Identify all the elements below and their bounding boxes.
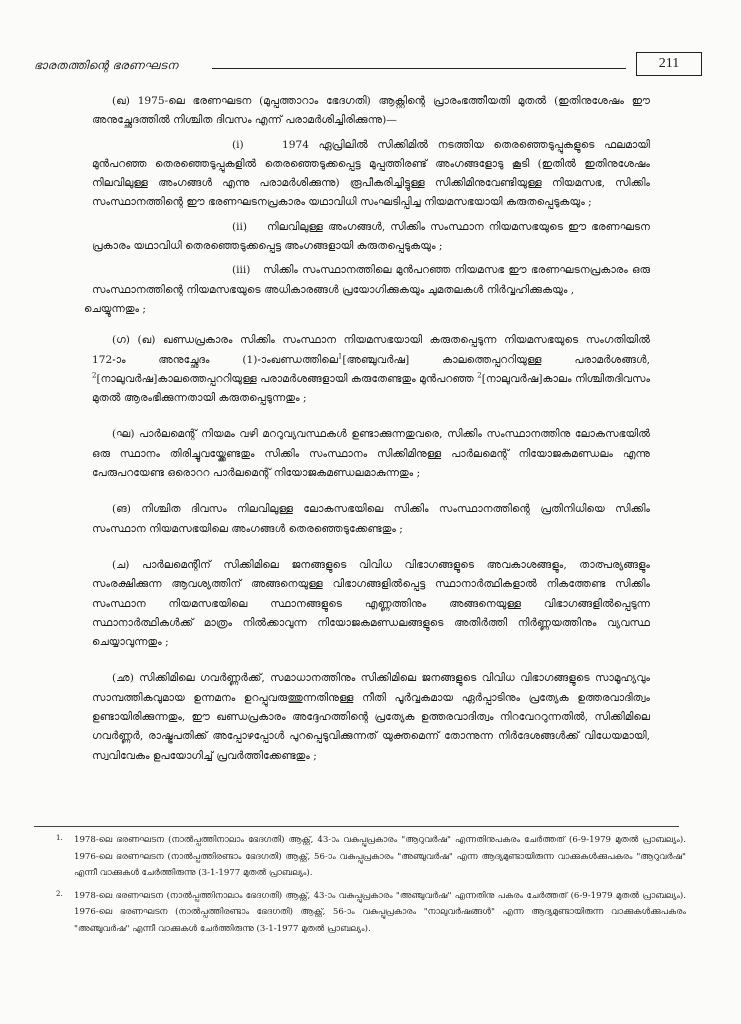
page-number: 211	[636, 52, 702, 76]
footnote	[56, 888, 686, 938]
clause-ga	[92, 331, 650, 408]
clause-kha: (ഖ) 1975-ലെ ഭരണഘടന (മുപ്പത്താറാം ഭേദഗതി) ആക്റ്റിന്റെ പ്രാരംഭത്തീയതി മുതൽ (ഇതിനുശേഷം ഈ അനുച്ഛേദത്തിൽ നിശ്ചിത ദിവസം എന്ന് പരാമർശിച്ചിരിക്കുന്നു)—	[92, 95, 650, 127]
footnote-ref-2: 2	[92, 371, 97, 380]
clause-cha: (ച) പാർലമെന്റിന് സിക്കിമിലെ ജനങ്ങളുടെ വിവിധ വിഭാഗങ്ങളുടെ അവകാശങ്ങളും, താത്പര്യങ്ങളും സംരക്ഷിക്കുന്ന ആവശ്യത്തിന് അങ്ങനെയുള്ള വിഭാഗങ്ങളിൽപ്പെട്ട സ്ഥാനാർത്ഥികളാൽ നികത്തേണ്ട സിക്കിം സംസ്ഥാന നിയമസഭയിലെ സ്ഥാനങ്ങളുടെ എണ്ണത്തിനും അങ്ങനെയുള്ള വിഭാഗങ്ങളിൽപ്പെടുന്ന സ്ഥാനാർത്ഥികൾക്ക് മാത്രം നിൽക്കാവുന്ന നിയോജകമണ്ഡലങ്ങളുടെ അതിർത്തി നിർണ്ണയത്തിനും വ്യവസ്ഥ ചെയ്യാവുന്നതും ;	[92, 558, 650, 649]
header-rule	[212, 68, 626, 69]
footnote-ref-1: 1	[337, 352, 343, 361]
footnotes	[56, 832, 686, 937]
footnote-mark: 1.	[56, 834, 63, 842]
running-title: ഭാരതത്തിന്റെ ഭരണഘടന	[34, 58, 179, 72]
clause-ga-text-1: (ഗ) (ഖ) ഖണ്ഡപ്രകാരം സിക്കിം സംസ്ഥാന നിയമസഭയായി കരുതപ്പെടുന്ന നിയമസഭയുടെ സംഗതിയിൽ 172-ാം അനുച്ഛേദം (1)-ാംഖണ്ഡത്തിലെ	[92, 334, 650, 366]
subclause-i	[92, 136, 650, 213]
page-header	[34, 56, 706, 78]
subclause-i-text: 1974 ഏപ്രിലിൽ സിക്കിമിൽ നടത്തിയ തെരഞ്ഞെടുപ്പുകളുടെ ഫലമായി മുൻപറഞ്ഞ തെരഞ്ഞെടുപ്പുകളിൽ തെരഞ്ഞെടുക്കപ്പെട്ട മുപ്പത്തിരണ്ട് അംഗങ്ങളോടു കൂടി (ഇതിൽ ഇതിനുശേഷം നിലവിലുള്ള അംഗങ്ങൾ എന്നു പരാമർശിക്കുന്നു) രൂപീകരിച്ചിട്ടുള്ള സിക്കിമിനുവേണ്ടിയുള്ള നിയമസഭ, സിക്കിം സംസ്ഥാനത്തിന്റെ ഈ ഭരണഘടനപ്രകാരം യഥാവിധി സംഘടിപ്പിച്ച നിയമസഭയായി കരുതപ്പെടുകയും ;	[92, 138, 650, 209]
footnote-ref-2b: 2	[477, 371, 482, 380]
clause-gha: (ഘ) പാർലമെന്റ് നിയമം വഴി മററുവ്യവസ്ഥകൾ ഉണ്ടാക്കുന്നതുവരെ, സിക്കിം സംസ്ഥാനത്തിനു ലോകസഭയിൽ ഒരു സ്ഥാനം തിരിച്ചുവയ്ക്കേണ്ടതും സിക്കിം സംസ്ഥാനം സിക്കിമിനുള്ള പാർലമെന്റ് നിയോജകമണ്ഡലം എന്നു പേരുപറയേണ്ട ഒരൊററ പാർലമെന്റ് നിയോജകമണ്ഡലമാകുന്നതും ;	[92, 428, 650, 480]
footnote-text: 1978-ലെ ഭരണഘടന (നാൽപ്പത്തിനാലാം ഭേദഗതി) ആക്റ്റ്, 43-ാം വകുപ്പുപ്രകാരം "ആറുവർഷ" എന്നതിനുപകരം ചേർത്തത് (6-9-1979 മുതൽ പ്രാബല്യം). 1976-ലെ ഭരണഘടന (നാൽപ്പത്തിരണ്ടാം ഭേദഗതി) ആക്റ്റ്, 56-ാം വകുപ്പുപ്രകാരം "അഞ്ചുവർഷ" എന്ന ആദ്യമുണ്ടായിരുന്ന വാക്കുകൾക്കുപകരം "ആറുവർഷ" എന്നീ വാക്കുകൾ ചേർത്തിരുന്നു (3-1-1977 മുതൽ പ്രാബല്യം).	[74, 835, 686, 878]
subclause-iii	[92, 261, 650, 300]
footnote	[56, 832, 686, 882]
subclause-iii-text: സിക്കിം സംസ്ഥാനത്തിലെ മുൻപറഞ്ഞ നിയമസഭ ഈ ഭരണഘടനപ്രകാരം ഒരു സംസ്ഥാനത്തിന്റെ നിയമസഭയുടെ അധികാരങ്ങൾ പ്രയോഗിക്കുകയും ചുമതലകൾ നിർവ്വഹിക്കുകയും ,	[92, 264, 650, 296]
footnote-mark: 2.	[56, 889, 63, 898]
clause-chha: (ഛ) സിക്കിമിലെ ഗവർണ്ണർക്ക്, സമാധാനത്തിനും സിക്കിമിലെ ജനങ്ങളുടെ വിവിധ വിഭാഗങ്ങളുടെ സാമൂഹ്യവും സാമ്പത്തികവുമായ ഉന്നമനം ഉറപ്പുവരുത്തുന്നതിനുള്ള നീതി പൂർവ്വകമായ ഏർപ്പാടിനും പ്രത്യേക ഉത്തരവാദിത്വം ഉണ്ടായിരിക്കുന്നതും, ഈ ഖണ്ഡപ്രകാരം അദ്ദേഹത്തിന്റെ പ്രത്യേക ഉത്തരവാദിത്വം നിറവേററുന്നതിൽ, സിക്കിമിലെ ഗവർണ്ണർ, രാഷ്ട്രപതിക്ക് അപ്പോഴപ്പോൾ പുറപ്പെടുവിക്കുന്നത് യുക്തമെന്ന് തോന്നുന്ന നിർദേശങ്ങൾക്ക് വിധേയമായി, സ്വവിവേകം ഉപയോഗിച്ച് പ്രവർത്തിക്കേണ്ടതും ;	[92, 672, 650, 762]
subclause-i-number: (i)	[232, 138, 244, 151]
footnote-text: 1978-ലെ ഭരണഘടന (നാൽപ്പത്തിനാലാം ഭേദഗതി) ആക്റ്റ്, 43-ാം വകുപ്പുപ്രകാരം "അഞ്ചുവർഷ" എന്നതിനു പകരം ചേർത്തത് (6-9-1979 മുതൽ പ്രാബല്യം). 1976-ലെ ഭരണഘടന (നാൽപ്പത്തിരണ്ടാം ഭേദഗതി) ആക്റ്റ്, 56-ാം വകുപ്പുപ്രകാരം "നാലുവർഷങ്ങൾ" എന്ന ആദ്യമുണ്ടായിരുന്ന വാക്കുകൾക്കുപകരം "അഞ്ചുവർഷ" എന്നീ വാക്കുകൾ ചേർത്തിരുന്നു (3-1-1977 മുതൽ പ്രാബല്യം).	[74, 890, 686, 934]
subclause-ii-number: (ii)	[232, 220, 248, 233]
subclause-ii-text: നിലവിലുള്ള അംഗങ്ങൾ, സിക്കിം സംസ്ഥാന നിയമസഭയുടെ ഈ ഭരണഘടന പ്രകാരം യഥാവിധി തെരഞ്ഞെടുക്കപ്പെട്ട അംഗങ്ങളായി കരുതപ്പെടുകയും ;	[92, 220, 650, 253]
document-body	[84, 92, 651, 766]
clause-tail: ചെയ്യുന്നതും ;	[84, 302, 146, 315]
footnote-rule	[34, 826, 679, 827]
clause-ga-text-3: [നാലുവർഷ]കാലത്തെപ്പററിയുള്ള പരാമർശങ്ങളായി കരുതേണ്ടതും മുൻപറഞ്ഞ	[96, 372, 474, 385]
clause-ga-text-4: [നാലുവർഷ]കാലം നിശ്ചിതദിവസം മുതൽ ആരംഭിക്കുന്നതായി കരുതപ്പെടുന്നതും ;	[92, 372, 651, 405]
subclause-iii-number: (iii)	[232, 264, 251, 277]
clause-ga-text-2: [അഞ്ചുവർഷ] കാലത്തെപ്പററിയുള്ള പരാമർശങ്ങൾ,	[342, 353, 650, 366]
clause-nga: (ങ) നിശ്ചിത ദിവസം നിലവിലുള്ള ലോകസഭയിലെ സിക്കിം സംസ്ഥാനത്തിന്റെ പ്രതിനിധിയെ സിക്കിം സംസ്ഥാന നിയമസഭയിലെ അംഗങ്ങൾ തെരഞ്ഞെടുക്കേണ്ടതും ;	[92, 503, 650, 535]
subclause-ii	[92, 218, 650, 257]
